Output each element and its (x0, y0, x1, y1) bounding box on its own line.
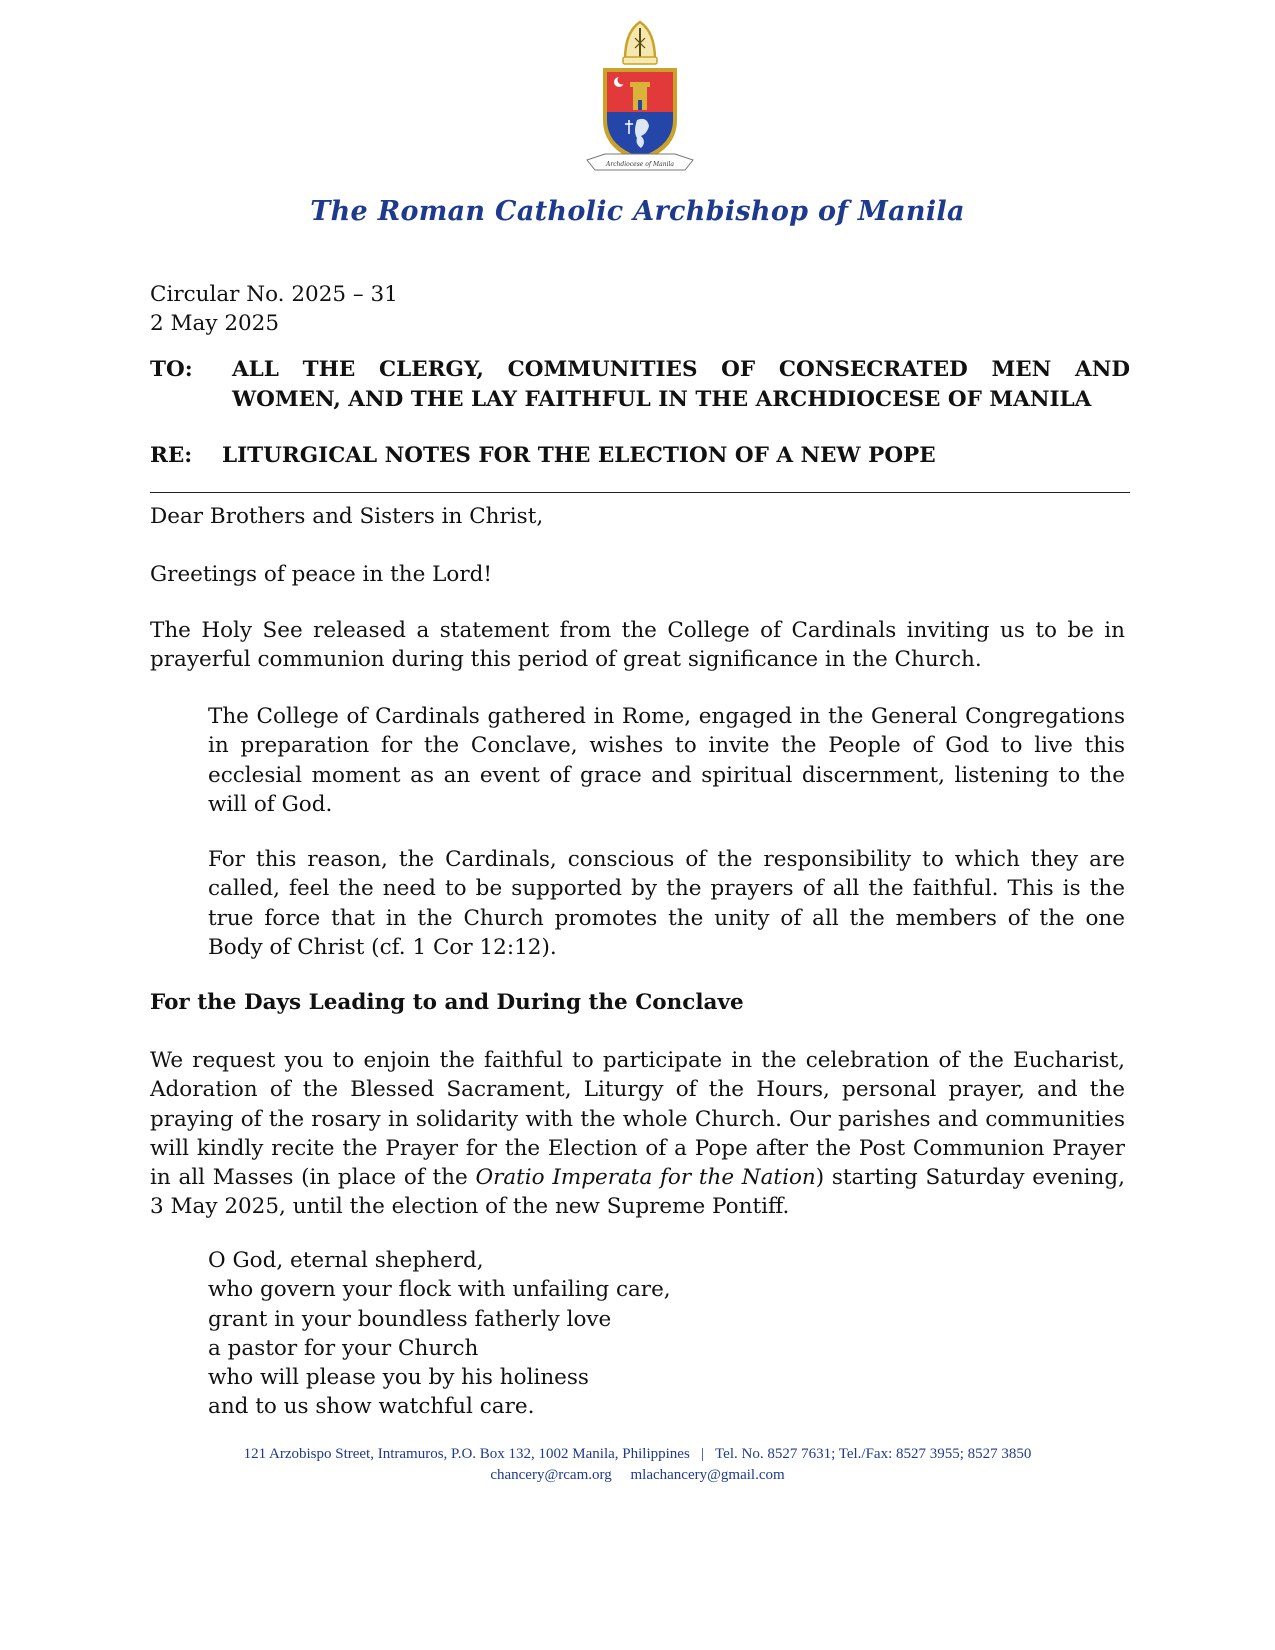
greeting: Greetings of peace in the Lord! (150, 562, 493, 587)
to-line-1: ALL THE CLERGY, COMMUNITIES OF CONSECRATED MEN AND (232, 357, 1130, 382)
to-label: TO: (150, 357, 193, 382)
re-value: LITURGICAL NOTES FOR THE ELECTION OF A NEW POPE (222, 443, 936, 468)
prayer-line: who govern your flock with unfailing care, (208, 1277, 671, 1303)
footer-email-1[interactable]: chancery@rcam.org (490, 1467, 612, 1483)
circular-date: 2 May 2025 (150, 311, 280, 337)
footer-separator: | (701, 1446, 705, 1462)
svg-text:Archdiocese of Manila: Archdiocese of Manila (606, 161, 674, 168)
request-paragraph (150, 1046, 1125, 1222)
prayer-line: O God, eternal shepherd, (208, 1248, 484, 1273)
prayer-line: grant in your boundless fatherly love (208, 1306, 612, 1332)
to-line-2: WOMEN, AND THE LAY FAITHFUL IN THE ARCHDIOCESE OF MANILA (232, 386, 1092, 412)
circular-number: Circular No. 2025 – 31 (150, 282, 398, 307)
prayer-for-election (208, 1246, 1008, 1422)
quote-paragraph-1: The College of Cardinals gathered in Rome, engaged in the General Congregations in preparation for the Conclave, wishes to invite the People of God to live this ecclesial moment as an event of grace and spiritual discernment, listening to the will of God. (208, 704, 1125, 817)
coat-of-arms-icon (585, 20, 695, 180)
to-block (150, 355, 1130, 415)
circular-meta (150, 280, 398, 339)
letterhead-title: The Roman Catholic Archbishop of Manila (310, 196, 965, 227)
intro-paragraph: The Holy See released a statement from the College of Cardinals inviting us to be in prayerful communion during this period of great significance in the Church. (150, 618, 1125, 673)
prayer-line: and to us show watchful care. (208, 1394, 535, 1420)
header-divider (150, 492, 1130, 493)
prayer-line: a pastor for your Church (208, 1335, 479, 1361)
prayer-line: who will please you by his holiness (208, 1365, 589, 1391)
re-label: RE: (150, 443, 193, 468)
quote-paragraph-2: For this reason, the Cardinals, conscious of the responsibility to which they are called, feel the need to be supported by the prayers of all the faithful. This is the true force that in the Church promotes the unity of all the members of the one Body of Christ (cf. 1 Cor 12:12). (208, 847, 1125, 960)
footer-phones: Tel. No. 8527 7631; Tel./Fax: 8527 3955; 8527 3850 (715, 1446, 1032, 1462)
re-block (150, 441, 1130, 471)
footer-contact (0, 1444, 1275, 1486)
oratio-imperata-reference: Oratio Imperata for the Nation (475, 1165, 816, 1191)
footer-address: 121 Arzobispo Street, Intramuros, P.O. Box 132, 1002 Manila, Philippines (243, 1446, 690, 1462)
request-text-2: ) starting Saturday evening, 3 May 2025, until the election of the new Supreme Pontiff. (150, 1165, 1125, 1220)
section-heading: For the Days Leading to and During the Conclave (150, 990, 744, 1015)
request-text-1: We request you to enjoin the faithful to participate in the celebration of the Eucharist, Adoration of the Blessed Sacrament, Liturgy of the Hours, personal prayer, and the praying of the rosary in solidarity with the whole Church. Our parishes and communities will kindly recite the Prayer for the Election of a Pope after the Post Communion Prayer in all Masses (in place of the (150, 1048, 1125, 1191)
salutation: Dear Brothers and Sisters in Christ, (150, 504, 544, 529)
footer-email-2[interactable]: mlachancery@gmail.com (630, 1467, 785, 1483)
